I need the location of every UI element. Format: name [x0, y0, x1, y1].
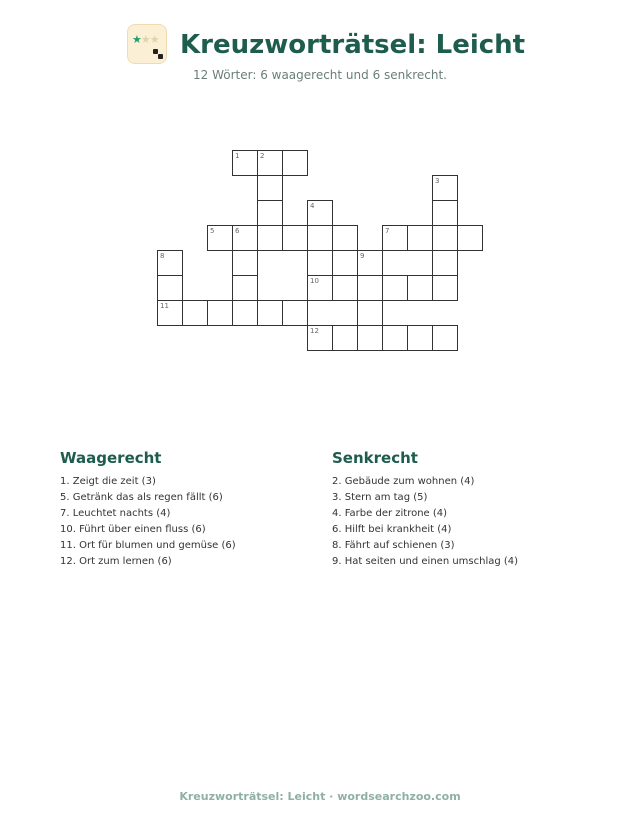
crossword-cell[interactable]: [432, 275, 458, 301]
crossword-cell[interactable]: [232, 275, 258, 301]
crossword-cell[interactable]: [307, 325, 333, 351]
cell-number: 8: [160, 252, 165, 260]
cell-number: 2: [260, 152, 265, 160]
across-heading: Waagerecht: [60, 449, 162, 467]
clue-down: 8. Fährt auf schienen (3): [332, 540, 455, 551]
crossword-cell[interactable]: [207, 300, 233, 326]
clue-down: 2. Gebäude zum wohnen (4): [332, 476, 475, 487]
clue-down: 6. Hilft bei krankheit (4): [332, 524, 452, 535]
cell-number: 3: [435, 177, 440, 185]
clue-across: 1. Zeigt die zeit (3): [60, 476, 156, 487]
crossword-cell[interactable]: [357, 300, 383, 326]
crossword-cell[interactable]: [357, 250, 383, 276]
cell-number: 5: [210, 227, 215, 235]
app-logo: [127, 24, 167, 64]
down-clues: [332, 448, 592, 570]
cell-number: 10: [310, 277, 319, 285]
crossword-cell[interactable]: [432, 200, 458, 226]
crossword-cell[interactable]: [232, 150, 258, 176]
crossword-cell[interactable]: [282, 300, 308, 326]
crossword-cell[interactable]: [232, 300, 258, 326]
crossword-cell[interactable]: [407, 225, 433, 251]
crossword-cell[interactable]: [382, 275, 408, 301]
crossword-cell[interactable]: [332, 225, 358, 251]
crossword-cell[interactable]: [407, 325, 433, 351]
cell-number: 4: [310, 202, 315, 210]
crossword-cell[interactable]: [182, 300, 208, 326]
crossword-cell[interactable]: [257, 200, 283, 226]
across-clues: [60, 448, 320, 570]
crossword-cell[interactable]: [257, 225, 283, 251]
difficulty-stars-icon: ★★★: [132, 33, 159, 46]
crossword-cell[interactable]: [157, 250, 183, 276]
crossword-cell[interactable]: [307, 225, 333, 251]
crossword-cell[interactable]: [232, 250, 258, 276]
clue-down: 3. Stern am tag (5): [332, 492, 428, 503]
crossword-cell[interactable]: [357, 275, 383, 301]
clue-across: 7. Leuchtet nachts (4): [60, 508, 171, 519]
crossword-cell[interactable]: [232, 225, 258, 251]
cell-number: 6: [235, 227, 240, 235]
crossword-cell[interactable]: [257, 300, 283, 326]
crossword-cell[interactable]: [432, 225, 458, 251]
crossword-cell[interactable]: [282, 225, 308, 251]
clue-across: 5. Getränk das als regen fällt (6): [60, 492, 223, 503]
crossword-cell[interactable]: [257, 150, 283, 176]
clue-down: 4. Farbe der zitrone (4): [332, 508, 448, 519]
crossword-cell[interactable]: [407, 275, 433, 301]
clue-down: 9. Hat seiten und einen umschlag (4): [332, 556, 519, 567]
crossword-cell[interactable]: [157, 300, 183, 326]
footer-text: Kreuzworträtsel: Leicht · wordsearchzoo.com: [179, 790, 461, 803]
page-title: Kreuzworträtsel: Leicht: [180, 30, 526, 60]
crossword-cell[interactable]: [382, 325, 408, 351]
page-subtitle: 12 Wörter: 6 waagerecht und 6 senkrecht.: [193, 68, 447, 82]
crossword-cell[interactable]: [382, 225, 408, 251]
down-heading: Senkrecht: [332, 449, 418, 467]
crossword-cell[interactable]: [157, 275, 183, 301]
crossword-cell[interactable]: [332, 275, 358, 301]
crossword-cell[interactable]: [257, 175, 283, 201]
crossword-cell[interactable]: [282, 150, 308, 176]
crossword-cell[interactable]: [357, 325, 383, 351]
crossword-cell[interactable]: [307, 200, 333, 226]
dice-icon: [153, 49, 164, 60]
clue-across: 11. Ort für blumen und gemüse (6): [60, 540, 236, 551]
cell-number: 1: [235, 152, 240, 160]
crossword-cell[interactable]: [332, 325, 358, 351]
crossword-cell[interactable]: [432, 175, 458, 201]
cell-number: 9: [360, 252, 365, 260]
crossword-cell[interactable]: [307, 275, 333, 301]
crossword-cell[interactable]: [457, 225, 483, 251]
crossword-cell[interactable]: [432, 325, 458, 351]
clue-across: 10. Führt über einen fluss (6): [60, 524, 206, 535]
cell-number: 11: [160, 302, 169, 310]
cell-number: 12: [310, 327, 319, 335]
crossword-cell[interactable]: [432, 250, 458, 276]
cell-number: 7: [385, 227, 390, 235]
crossword-cell[interactable]: [307, 250, 333, 276]
clue-across: 12. Ort zum lernen (6): [60, 556, 172, 567]
crossword-cell[interactable]: [207, 225, 233, 251]
